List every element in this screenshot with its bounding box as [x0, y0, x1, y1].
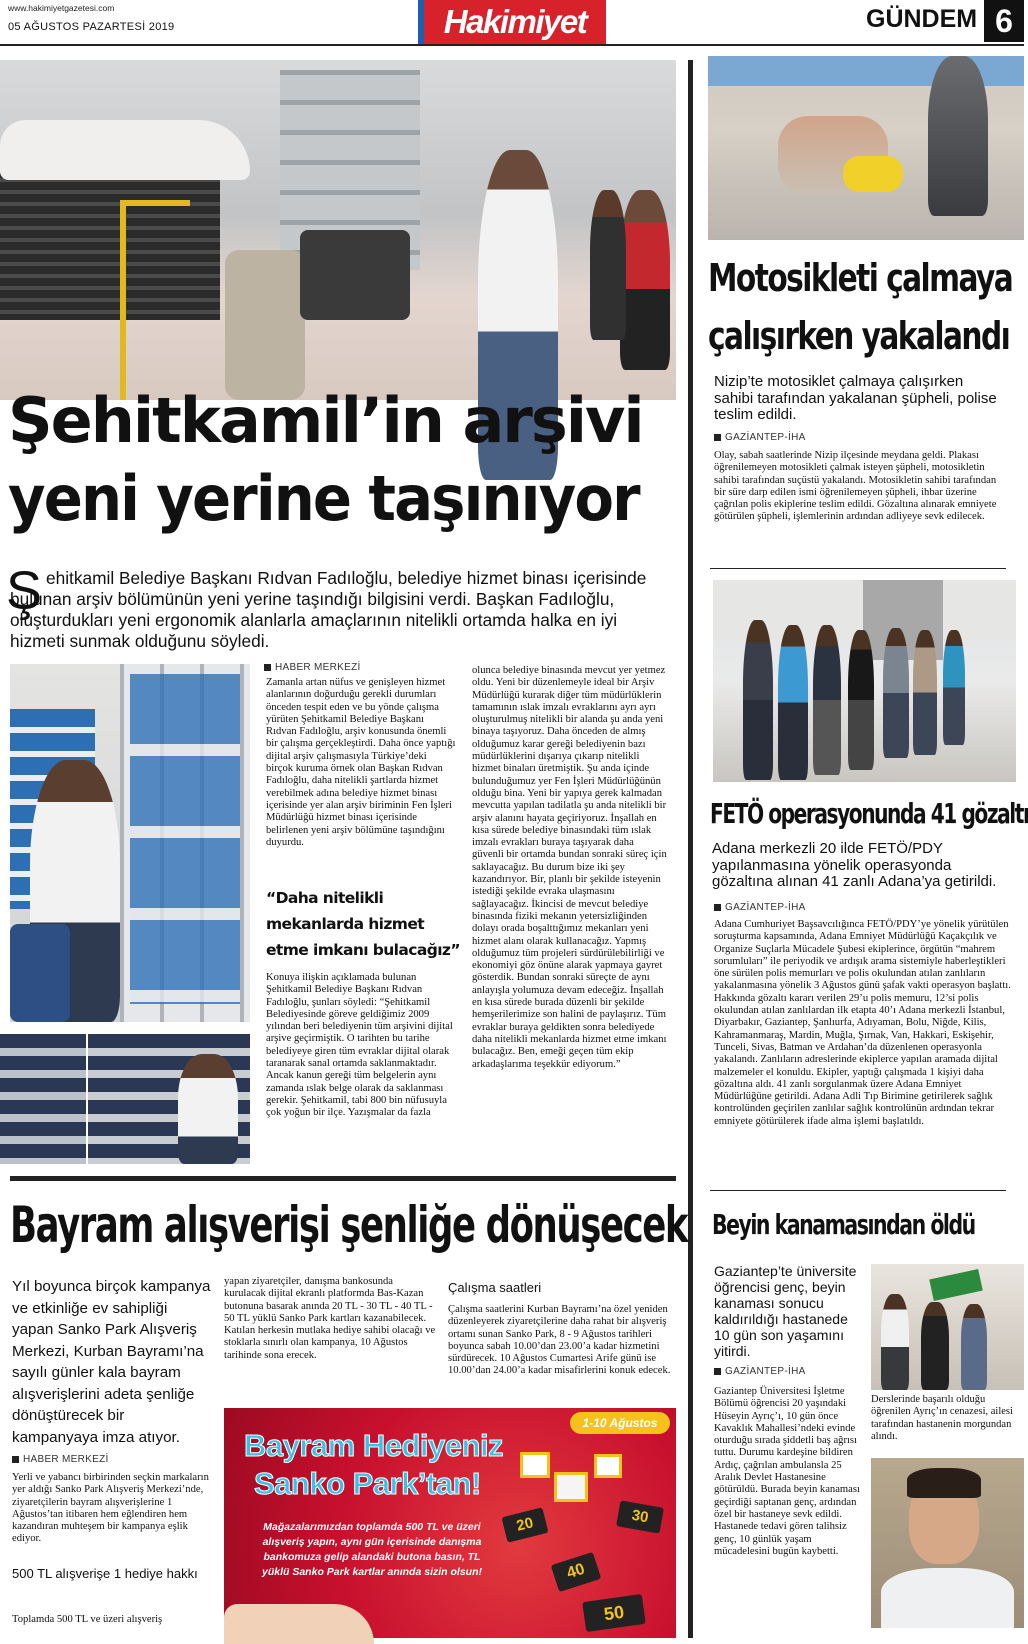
main-lead-text: ehitkamil Belediye Başkanı Rıdvan Fadıloğlu, belediye hizmet binası içerisinde bulunan arşiv bölümünün yeni yerine taşındığı bilgisini verdi. Başkan Fadıloğlu, oluşturdukları yeni ergonomik alanlarla amaçlarının nitelikli ortamda halka en iyi hizmeti sunmak olduğunu söyledi.: [10, 568, 647, 651]
ad-card-20: [501, 1507, 548, 1542]
main-body-col1: Zamanla artan nüfus ve genişleyen hizmet alanlarının doğurduğu gerekli durumları önceden tespit eden ve bu yönde çalışma yürüten Şehitkamil Belediye Başkanı Rıdvan Fadıloğlu, arşiv konusunda önemli bir çalışma gerçekleştirdi. Daha önce yaptığı dijital arşiv çalışmasıyla Türkiye’deki birçok kuruma örnek olan Başkan Rıdvan Fadıloğlu, daha nitelikli şartlarda hizmet verebilmek adına belediye hizmet binası içerisinde yer alan arşiv biriminin Fen İşleri Müdürlüğü hizmet binası içerisinde belirlenen yeni arşiv bölümüne taşındığını duyurdu.: [266, 677, 456, 848]
moto-headline-line1: Motosikleti çalmaya: [708, 256, 1013, 300]
main-dropcap: Ş: [6, 561, 43, 621]
ad-title-2: Sanko Park’tan!: [254, 1466, 481, 1501]
moto-body: Olay, sabah saatlerinde Nizip ilçesinde meydana geldi. Plakası öğrenilemeyen motosikleti çalmak isteyen şüpheli, motosikletin sahibi tarafından suçüstü yakalandı. Motosikletin sahibi tarafından bir süre darp edilen ismi öğrenilemeyen şüpheli, ihbar üzerine çağrılan polis ekiplerine teslim edildi. Gözaltına alınarak emniyete götürülen şüpheli, işlemlerinin ardından adliyeye sevk edilecek.: [714, 450, 997, 523]
ad-card-40-value: 40: [564, 1560, 587, 1583]
beyin-body: Gaziantep Üniversitesi İşletme Bölümü öğrencisi 20 yaşındaki Hüseyin Ayrıç’ı, 10 gün önce Kavaklık Mahallesi’ndeki evinde oturduğu sırada şiddetli baş ağrısı tuttu. Durumu kardeşine bildiren Ardıç, çağrılan ambulansla 25 Aralık Devlet Hastanesine götürüldü. Burada beyin kanaması geçirdiği saptanan genç, ardından özel bir hastaneye sevk edildi. Hastanede tedavi gören talihsiz genç, 10 günlük yaşam mücadelesini bugün kaybetti.: [714, 1386, 860, 1557]
site-url[interactable]: www.hakimiyetgazetesi.com: [8, 3, 115, 13]
main-bottom-rule: [10, 1176, 676, 1181]
main-lead: [10, 568, 670, 652]
bayram-body-col3: Çalışma saatlerini Kurban Bayramı’na özel yeniden düzenleyerek ziyaretçilerine daha rahat bir alışveriş ortamı sunan Sanko Park, 8 - 9 Ağustos tarihleri boyunca sabah 10.00’dan 23.00’a kadar hizmetini sürdürecek. 10 Ağustos Cumartesi Arife günü ise 10.00’dan 24.00’a kadar misafirlerini konuk edecek.: [448, 1304, 671, 1377]
archive-photo-mayor: [10, 664, 250, 1022]
ad-date: 1-10 Ağustos: [582, 1416, 658, 1430]
masthead-logo[interactable]: [418, 0, 606, 44]
feto-source: [714, 902, 806, 913]
archive-photo-shelves-1: [0, 1034, 86, 1164]
feto-photo: [713, 580, 1016, 782]
logo-text: Hakimiyet: [443, 3, 587, 40]
ad-gift-3: [594, 1454, 622, 1478]
ad-card-20-value: 20: [514, 1514, 536, 1535]
beyin-lead: Gaziantep’te üniversite öğrencisi genç, beyin kanaması sonucu kaldırıldığı hastanede 10 gün son yaşamını yitirdi.: [714, 1263, 857, 1359]
ad-text: Mağazalarımızdan toplamda 500 TL ve üzeri alışveriş yapın, aynı gün içerisinde danışma bankomuza gelip alandaki butona basın, TL yüklü Sanko Park kartlar anında sizin olsun!: [262, 1521, 482, 1578]
bayram-body-col2: yapan ziyaretçiler, danışma bankosunda kurulacak dijital ekranlı platformda Bas-Kazan butonuna basarak anında 20 TL - 30 TL - 40 TL - 50 TL yüklü Sanko Park kartları kazanabilecek. Katılan herkesin mutlaka hediye sahibi olacağı ve stoklarla sınırlı olan kampanya, 10 Ağustos tarihinde sona erecek.: [224, 1276, 436, 1361]
column-divider: [688, 60, 693, 1638]
beyin-headline: Beyin kanamasından öldü: [712, 1208, 975, 1241]
main-headline-line2: yeni yerine taşınıyor: [8, 462, 639, 535]
bayram-body-col1: Yerli ve yabancı birbirinden seçkin markaların yer aldığı Sanko Park Alışveriş Merkezi’nde, ziyaretçilerin bayram alışverişlerine 1 Ağustos’tan itibaren hem eğlendiren hem kazandıran muhteşem bir kampanya eşlik ediyor.: [12, 1472, 209, 1545]
bayram-sub1: 500 TL alışverişe 1 hediye hakkı: [12, 1566, 198, 1581]
moto-source-text: GAZİANTEP-İHA: [725, 432, 806, 443]
ad-card-50: [582, 1594, 646, 1632]
moto-rule: [710, 568, 1006, 569]
page-number: 6: [984, 0, 1024, 42]
section-name: GÜNDEM: [866, 5, 978, 33]
main-body-col1b: Konuya ilişkin açıklamada bulunan Şehitkamil Belediye Başkanı Rıdvan Fadıloğlu, şunları söyledi: “Şehitkamil Belediyesinde göreve geldiğimiz 2009 yılından beri belediyenin tüm arşivini dijital arşive geçirmiştik. O tarihten bu tarihe belediyeye giren tüm evraklar dijital olarak taranarak sanal ortamda saklanmaktadır. Ancak kanun gereği tüm belgelerin aynı zamanda ıslak belge olarak da saklanması gerekir. Şehitkamil, tabi 800 bin nüfusuyla çok yoğun bir ilçe. Yazışmalar da fazla: [266, 972, 453, 1119]
main-subhead: “Daha nitelikli mekanlarda hizmet etme imkanı bulacağız”: [266, 889, 460, 959]
bayram-source-text: HABER MERKEZİ: [23, 1454, 109, 1465]
ad-gift-1: [520, 1452, 550, 1478]
bayram-sub2: Çalışma saatleri: [448, 1280, 542, 1295]
ad-card-50-value: 50: [602, 1601, 626, 1625]
main-headline-line1: Şehitkamil’in arşivi: [8, 384, 643, 457]
bayram-body-col1b: Toplamda 500 TL ve üzeri alışveriş: [12, 1614, 163, 1625]
archive-photo-shelves-2: [88, 1034, 250, 1164]
funeral-photo: [871, 1264, 1024, 1390]
ad-card-40: [551, 1552, 601, 1592]
bayram-source: [12, 1454, 109, 1465]
header-rule: [0, 44, 1024, 46]
main-source: [264, 662, 361, 673]
victim-portrait: [871, 1458, 1024, 1628]
main-source-text: HABER MERKEZİ: [275, 662, 361, 673]
ad-title-1: Bayram Hediyeniz: [244, 1428, 504, 1463]
ad-card-30-value: 30: [630, 1506, 650, 1527]
bayram-lead: Yıl boyunca birçok kampanya ve etkinliğe ev sahipliği yapan Sanko Park Alışveriş Merkezi, Kurban Bayramı’na sayılı günler kala bayram alışverişlerini adeta şenliğe dönüştürecek bir kampanyaya imza atıyor.: [12, 1278, 211, 1446]
ad-gift-2: [554, 1472, 588, 1502]
ad-date-badge: [570, 1412, 670, 1434]
feto-source-text: GAZİANTEP-İHA: [725, 902, 806, 913]
ad-hand: [224, 1604, 374, 1644]
beyin-source-text: GAZİANTEP-İHA: [725, 1366, 806, 1377]
beyin-source: [714, 1366, 806, 1377]
archive-main-photo: [0, 60, 676, 400]
moto-lead: Nizip’te motosiklet çalmaya çalışırken sahibi tarafından yakalanan şüpheli, polise teslim edildi.: [714, 373, 997, 423]
moto-photo: [708, 56, 1024, 240]
feto-rule: [710, 1190, 1006, 1191]
main-body-col2: olunca belediye binasında mevcut yer yetmez oldu. Yeni bir düzenlemeyle ideal bir Arşiv Müdürlüğü kurarak diğer tüm müdürlüklerin tamamının ıslak imzalı evraklarını ayrı ayrı oluşturulmuş nitelikli bir alanda şu anda yeni binaya taşıyoruz. Daha önceden de almış olduğumuz karar gereği belediyenin bazı müdürlüklerini dışarıya çıkarıp nitelikli hizmet binaları üretmiştik. Şu anda içinde bulunduğumuz yer Fen İşleri Müdürlüğünün olduğu bina. Yeni bir yapıya gerek kalmadan mevcutta yapılan tadilatla şu anda nitelikli bir arşiv alanını hayata geçiriyoruz. İnşallah en kısa sürede belediye binasındaki tüm ıslak imzalı evrakları buraya taşıyarak daha güvenli bir ortamda bundan sonraki süreç için saklayacağız. Bu durum bize iki şey kazandırıyor. Bir, planlı bir şekilde isteyenin istediği şekilde evraka ulaşmasını sağlayacağız. İkincisi de mevcut belediye binasında fiziki mekanın yetersizliğinden dolayı orada boşalttığımız mekanları yeni hizmet alanı olarak kullanacağız. Yapmış olduğumuz tüm projeleri sürdürülebilirliği ve ekonomiyi göz önüne alarak yapmaya gayret gösterdik. Bundan sonraki süreçte de aynı anlayışla yolumuza devam edeceğiz. İnşallah en kısa sürede burada düzenli bir şekilde hemşerilerimize son halini de paylaşırız. Tüm evraklar buraya geldikten sonra belediyede daha nitelikli mekanlarda hizmet etme imkanı bulacağız. Ben, emeği geçen tüm ekip arkadaşlarıma teşekkür ediyorum.”: [472, 665, 667, 1070]
sanko-ad[interactable]: [224, 1408, 676, 1638]
feto-lead: Adana merkezli 20 ilde FETÖ/PDY yapılanmasına yönelik operasyonda gözaltına alınan 41 zanlı Adana’ya getirildi.: [712, 840, 997, 890]
issue-date: 05 AĞUSTOS PAZARTESİ 2019: [8, 21, 175, 33]
moto-headline-line2: çalışırken yakalandı: [708, 314, 1010, 358]
moto-source: [714, 432, 806, 443]
feto-headline: FETÖ operasyonunda 41 gözaltı: [710, 797, 1028, 830]
bayram-headline: Bayram alışverişi şenliğe dönüşecek: [10, 1196, 688, 1254]
ad-card-30: [616, 1500, 664, 1533]
funeral-caption: Derslerinde başarılı olduğu öğrenilen Ayrıç’ın cenazesi, ailesi tarafından hastanenin morgundan alındı.: [871, 1394, 1013, 1442]
feto-body: Adana Cumhuriyet Başsavcılığınca FETÖ/PDY’ye yönelik yürütülen soruşturma kapsamında, Adana Emniyet Müdürlüğü Kaçakçılık ve Organize Suçlarla Mücadele Şubesi ekiplerince, örgütün “mahrem sorumluları” ile periyodik ve ardışık arama sistemiyle haberleştikleri öne sürülen polis memurları ve polis okulundan atılan zanlıların yakalanmasına yönelik 3 Ağustos günü şafak vakti operasyon başlattı. Hakkında gözaltı kararı verilen 29’u polis memuru, 12’si polis okulundan atılan zanlılardan ilk etapta 40’ı Adana merkezli İstanbul, Diyarbakır, Gaziantep, Şanlıurfa, Adıyaman, Bolu, Niğde, Kilis, Kahramanmaraş, Mardin, Muğla, Şırnak, Van, Hakkari, Eskişehir, Tunceli, Sivas, Batman ve Ardahan’da düzenlenen operasyonla yakalandı. Zanlıların adreslerinde ekiplerce yapılan aramada dijital malzemeler el konuldu. Ekipler, yaptığı çalışmada 1 kişiyi daha gözaltına aldı. 41 zanlı sorgulanmak üzere Adana Emniyet Müdürlüğüne getirildi. Adana Adli Tıp Birimine getirilerek sağlık kontrolünden geçirilen zanlılar sağlık kontrolünün ardından tekrar emniyete götürülerek ifade alma işlemi başlatıldı.: [714, 919, 1011, 1127]
